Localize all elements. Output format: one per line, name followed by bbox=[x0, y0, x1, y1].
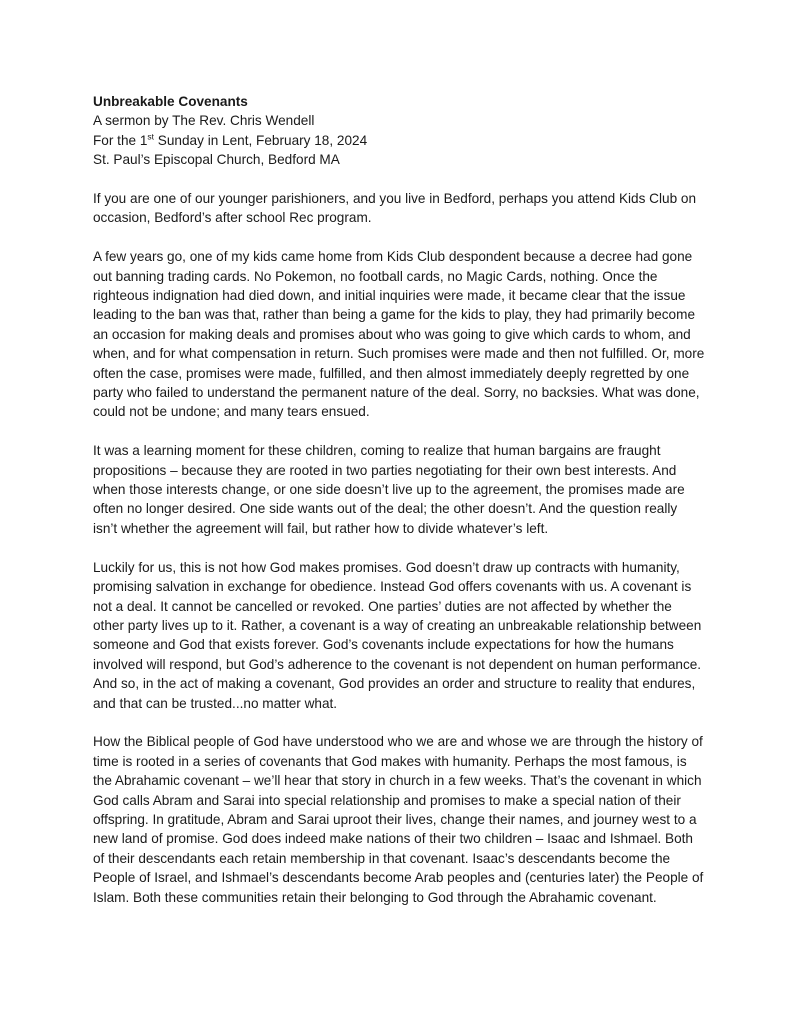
sermon-byline: A sermon by The Rev. Chris Wendell bbox=[93, 113, 315, 129]
occasion-suffix: Sunday in Lent, February 18, 2024 bbox=[154, 132, 368, 148]
occasion-superscript: st bbox=[147, 131, 155, 142]
sermon-title: Unbreakable Covenants bbox=[93, 94, 248, 109]
sermon-occasion bbox=[93, 131, 705, 150]
occasion-prefix: For the 1 bbox=[93, 132, 148, 148]
sermon-church: St. Paul’s Episcopal Church, Bedford MA bbox=[93, 152, 340, 168]
paragraph-god-covenants: Luckily for us, this is not how God makes promises. God doesn’t draw up contracts with humanity, promising salvation in exchange for obedience. Instead God offers covenants with us. A covenant is not a deal. It cannot be cancelled or revoked. One parties’ duties are not affected by whether the other party lives up to it. Rather, a covenant is a way of creating an unbreakable relationship between someone and God that exists forever. God’s covenants include expectations for how the humans involved will respond, but God’s adherence to the covenant is not dependent on human performance. And so, in the act of making a covenant, God provides an order and structure to reality that endures, and that can be trusted...no matter what. bbox=[93, 559, 702, 711]
sermon-header bbox=[93, 92, 705, 170]
sermon-page bbox=[93, 92, 705, 926]
paragraph-abrahamic-covenant: How the Biblical people of God have understood who we are and whose we are through the history of time is rooted in a series of covenants that God makes with humanity. Perhaps the most famous, is the Abrahamic covenant – we’ll hear that story in church in a few weeks. That’s the covenant in which God calls Abram and Sarai into special relationship and promises to make a special nation of their offspring. In gratitude, Abram and Sarai uproot their lives, change their names, and journey west to a new land of promise. God does indeed make nations of their two children – Isaac and Ishmael. Both of their descendants each retain membership in that covenant. Isaac’s descendants become the People of Israel, and Ishmael’s descendants become Arab peoples and (centuries later) the People of Islam. Both these communities retain their belonging to God through the Abrahamic covenant. bbox=[93, 734, 704, 905]
paragraph-human-bargains: It was a learning moment for these children, coming to realize that human bargains are fraught propositions – because they are rooted in two parties negotiating for their own best interests. And when those interests change, or one side doesn’t live up to the agreement, the promises made are often no longer desired. One side wants out of the deal; the other doesn’t. And the question really isn’t whether the agreement will fail, but rather how to divide whatever’s left. bbox=[93, 443, 685, 536]
paragraph-kids-club: If you are one of our younger parishioners, and you live in Bedford, perhaps you attend Kids Club on occasion, Bedford’s after school Rec program. bbox=[93, 191, 697, 226]
paragraph-trading-cards: A few years go, one of my kids came home from Kids Club despondent because a decree had gone out banning trading cards. No Pokemon, no football cards, no Magic Cards, nothing. Once the righteous indignation had died down, and initial inquiries were made, it became clear that the issue leading to the ban was that, rather than being a game for the kids to play, they had primarily become an occasion for making deals and promises about who was going to give which cards to whom, and when, and for what compensation in return. Such promises were made and then not fulfilled. Or, more often the case, promises were made, fulfilled, and then almost immediately deeply regretted by one party who failed to understand the permanent nature of the deal. Sorry, no backsies. What was done, could not be undone; and many tears ensued. bbox=[93, 249, 705, 420]
